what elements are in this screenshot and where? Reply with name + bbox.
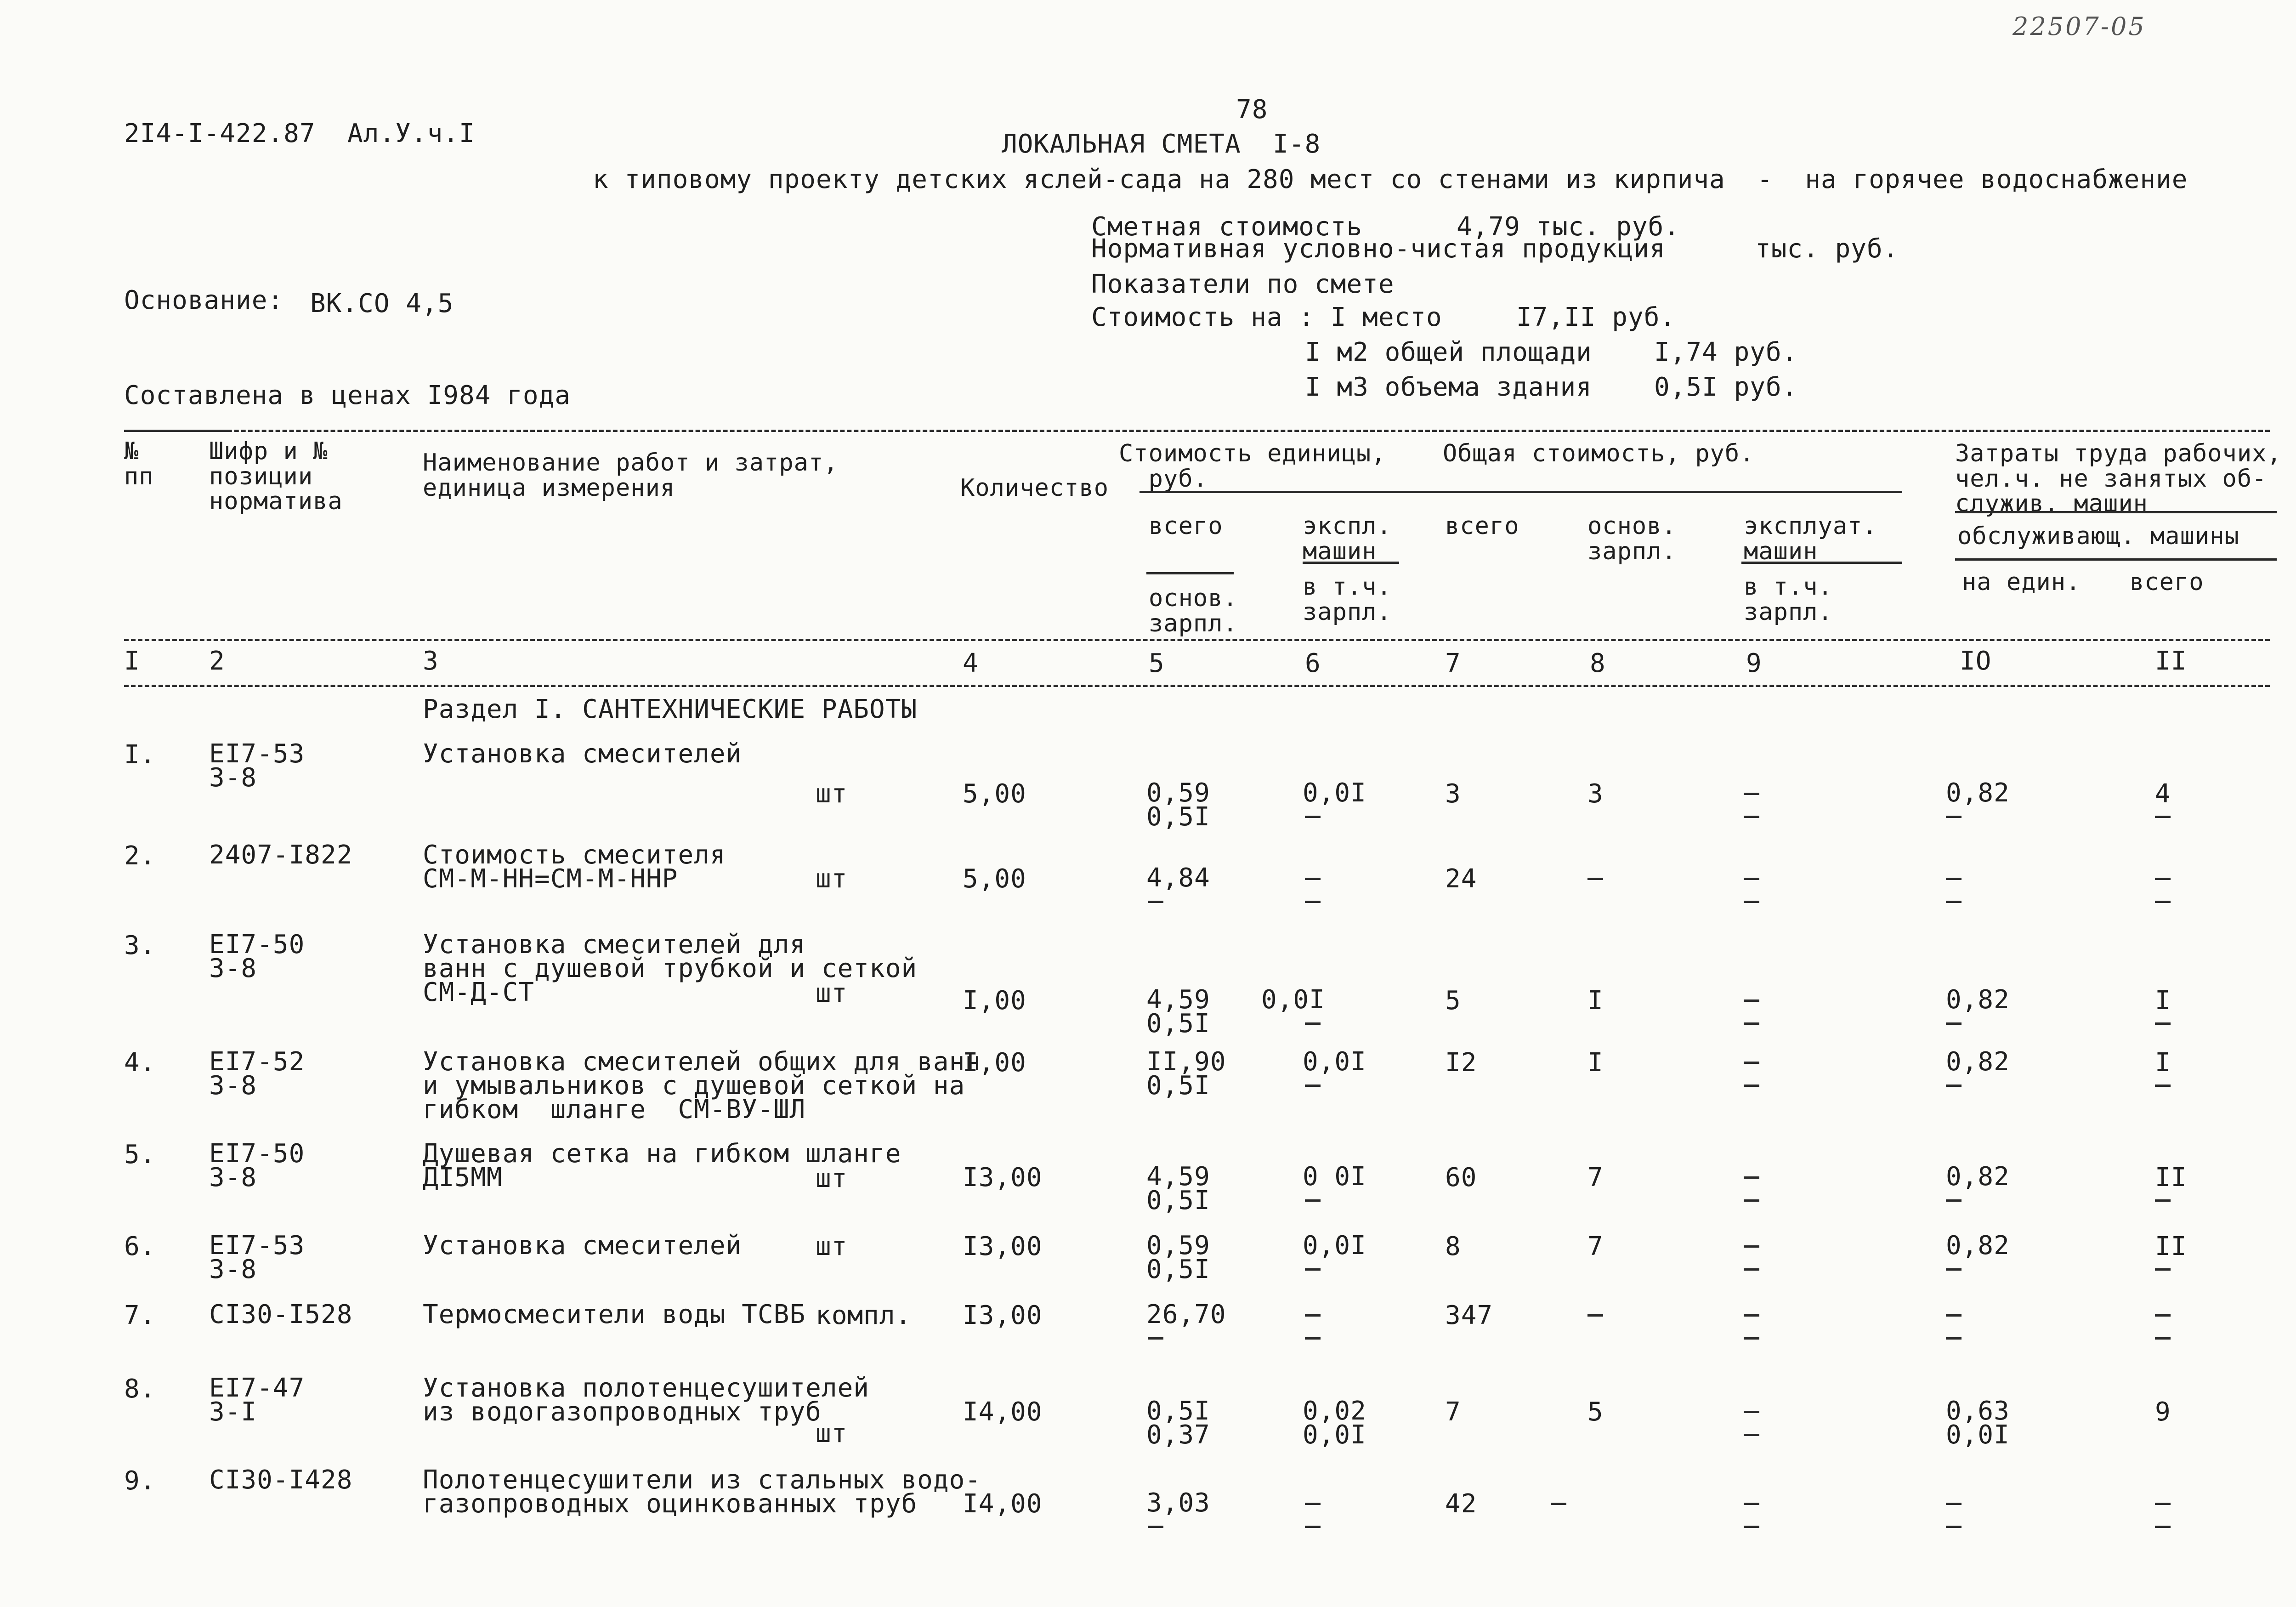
indicators-label: Показатели по смете	[1091, 269, 1395, 299]
row-code: 2407-I822	[209, 840, 353, 870]
row-labor-unit-dash	[1946, 1503, 1962, 1505]
row-quantity: 5,00	[963, 864, 1026, 894]
row-name: Термосмесители воды ТСВБ	[423, 1300, 806, 1329]
document-title: ЛОКАЛЬНАЯ СМЕТА I-8	[1002, 129, 1321, 159]
row-machine-cost: 0,0I	[1303, 778, 1366, 808]
row-code: EI7-53 3-8	[209, 1231, 305, 1284]
cost-per-place-label: Стоимость на : I место	[1091, 302, 1442, 332]
header-tc-wage: основ. зарпл.	[1587, 512, 1677, 565]
column-numbers-rule	[124, 685, 2270, 687]
cost-per-place-value: I7,II руб.	[1516, 302, 1676, 332]
row-labor-unit-sub-dash	[1946, 901, 1962, 903]
header-labor-rule	[1955, 511, 2277, 513]
row-machine-wage-dash	[1305, 901, 1321, 903]
row-total-machines-wage-dash	[1744, 1337, 1759, 1340]
row-unit-cost: II,90 0,5I	[1146, 1047, 1226, 1101]
col-num-6: 6	[1305, 648, 1321, 678]
row-quantity: I4,00	[963, 1489, 1043, 1519]
row-labor-total-dash	[2155, 1314, 2171, 1317]
row-total-machines-wage-dash	[1744, 1434, 1759, 1436]
normative-unit: тыс. руб.	[1755, 234, 1899, 264]
col-num-4: 4	[963, 648, 979, 678]
row-total-machines-wage-dash	[1744, 1022, 1759, 1025]
header-tc-machines-rule	[1741, 562, 1902, 564]
row-unit-cost: 4,84	[1146, 863, 1210, 893]
row-code: EI7-50 3-8	[209, 1139, 305, 1192]
row-number: 5.	[124, 1140, 156, 1170]
cost-per-volume-label: I м3 объема здания	[1305, 372, 1592, 402]
row-machine-cost: 0,0I	[1303, 1047, 1366, 1077]
row-machine-wage-dash	[1305, 1022, 1321, 1025]
row-unit-cost: 26,70	[1146, 1300, 1226, 1329]
header-num: № пп	[124, 437, 154, 490]
header-bottom-rule	[124, 639, 2270, 641]
row-quantity: I3,00	[963, 1232, 1043, 1261]
row-total-cost: 3	[1445, 779, 1461, 809]
row-labor-total-dash	[2155, 878, 2171, 880]
header-uc-wage: основ. зарпл.	[1149, 585, 1238, 637]
row-quantity: I,00	[963, 986, 1026, 1016]
row-number: 2.	[124, 841, 156, 871]
row-total-wage: I	[1587, 986, 1604, 1016]
row-total-cost: 8	[1445, 1232, 1461, 1261]
header-total-cost: Общая стоимость, руб.	[1443, 440, 1755, 467]
header-uc-machines-rule	[1303, 562, 1399, 564]
col-num-2: 2	[209, 646, 225, 676]
row-machine-wage-dash	[1305, 1526, 1321, 1528]
col-num-11: II	[2155, 646, 2187, 676]
header-uc-machines: экспл. машин	[1303, 512, 1392, 565]
normative-label: Нормативная условно-чистая продукция	[1091, 234, 1666, 264]
row-total-machines-dash	[1744, 1176, 1759, 1179]
row-machine-cost: 0,0I	[1261, 985, 1325, 1015]
row-number: 6.	[124, 1232, 156, 1261]
row-labor-unit: 0,82	[1946, 778, 2010, 808]
row-labor-total: I	[2155, 1048, 2171, 1078]
row-total-wage-dash	[1587, 1314, 1603, 1317]
header-quantity: Количество	[960, 474, 1109, 502]
header-labor-unit: на един.	[1962, 568, 2081, 596]
row-labor-total-sub-dash	[2155, 1337, 2171, 1340]
cost-per-area-value: I,74 руб.	[1654, 337, 1798, 367]
row-name: Полотенцесушители из стальных водо- газопроводных оцинкованных труб	[423, 1465, 981, 1519]
col-num-7: 7	[1445, 648, 1461, 678]
row-unit-cost: 3,03	[1146, 1488, 1210, 1518]
row-labor-total-sub-dash	[2155, 816, 2171, 818]
row-unit-wage-dash	[1148, 1526, 1163, 1528]
row-number: 3.	[124, 931, 156, 960]
row-labor-total: 4	[2155, 779, 2171, 809]
row-name: Установка смесителей	[423, 739, 742, 769]
header-tc-mach-wage: в т.ч. зарпл.	[1744, 573, 1833, 626]
row-labor-total-sub-dash	[2155, 1085, 2171, 1087]
row-name: Установка смесителей общих для ванн и умывальников с душевой сеткой на гибком шланге СМ-ВУ-ШЛ	[423, 1047, 981, 1124]
row-labor-unit-sub-dash	[1946, 1085, 1962, 1087]
row-quantity: 5,00	[963, 779, 1026, 809]
document-subtitle: к типовому проекту детских яслей-сада на 280 мест со стенами из кирпича - на горячее водоснабжение	[593, 165, 2188, 194]
row-unit: компл.	[816, 1300, 912, 1330]
row-total-machines-wage-dash	[1744, 901, 1759, 903]
page-number: 78	[1236, 95, 1268, 125]
prices-note: Составлена в ценах I984 года	[124, 380, 571, 410]
row-labor-total-sub-dash	[2155, 901, 2171, 903]
col-num-5: 5	[1149, 648, 1165, 678]
row-name: Установка смесителей	[423, 1231, 742, 1261]
row-name: Установка смесителей для ванн с душевой трубкой и сеткой СМ-Д-СТ	[423, 930, 918, 1007]
row-code: EI7-50 3-8	[209, 930, 305, 983]
row-total-machines-wage-dash	[1744, 1199, 1759, 1202]
header-labor-total: всего	[2130, 568, 2204, 596]
header-uc-total-rule	[1146, 572, 1234, 574]
row-code: CI30-I528	[209, 1300, 353, 1329]
row-unit: шт	[816, 978, 848, 1008]
row-labor-total: I	[2155, 986, 2171, 1016]
col-num-10: IO	[1960, 646, 1992, 676]
row-number: 8.	[124, 1374, 156, 1404]
header-code: Шифр и № позиции норматива	[209, 437, 343, 516]
row-total-machines-wage-dash	[1744, 1085, 1759, 1087]
row-labor-total-sub-dash	[2155, 1199, 2171, 1202]
handwritten-archive-number: 22507-05	[2013, 12, 2146, 41]
col-num-8: 8	[1590, 648, 1606, 678]
row-labor-total-sub-dash	[2155, 1526, 2171, 1528]
row-unit: шт	[816, 864, 848, 894]
row-machine-cost-dash	[1305, 1314, 1321, 1317]
row-total-machines-dash	[1744, 1503, 1759, 1505]
row-total-wage: I	[1587, 1048, 1604, 1078]
row-labor-unit: 0,82	[1946, 1231, 2010, 1261]
row-total-cost: 60	[1445, 1163, 1477, 1192]
row-code: EI7-52 3-8	[209, 1047, 305, 1101]
header-unit-cost: Стоимость единицы, руб.	[1119, 440, 1386, 493]
project-code: 2I4-I-422.87 Ал.У.ч.I	[124, 119, 475, 148]
cost-per-area-label: I м2 общей площади	[1305, 337, 1592, 367]
row-total-machines-dash	[1744, 1245, 1759, 1248]
row-unit-cost: 0,59 0,5I	[1146, 778, 1210, 832]
row-unit: шт	[816, 1232, 848, 1261]
row-total-wage: 5	[1587, 1397, 1604, 1427]
row-labor-unit: 0,82	[1946, 1162, 2010, 1192]
header-tc-machines: эксплуат. машин	[1744, 512, 1877, 565]
row-labor-unit-dash	[1946, 1314, 1962, 1317]
row-labor-unit-sub-dash	[1946, 1022, 1962, 1025]
row-number: 7.	[124, 1300, 156, 1330]
row-labor-unit-sub-dash	[1946, 816, 1962, 818]
row-quantity: I3,00	[963, 1163, 1043, 1192]
row-code: EI7-53 3-8	[209, 739, 305, 793]
header-tc-total: всего	[1445, 512, 1519, 540]
row-total-cost: 5	[1445, 986, 1461, 1016]
row-machine-wage-dash	[1305, 1085, 1321, 1087]
row-unit-wage-dash	[1148, 1337, 1163, 1340]
row-number: 9.	[124, 1466, 156, 1496]
row-quantity: I3,00	[963, 1300, 1043, 1330]
row-labor-unit: 0,82	[1946, 985, 2010, 1015]
row-total-wage-dash	[1587, 878, 1603, 880]
row-labor-total-sub-dash	[2155, 1022, 2171, 1025]
row-labor-total: 9	[2155, 1397, 2171, 1427]
table-top-rule-solid	[124, 430, 230, 432]
row-total-machines-dash	[1744, 1411, 1759, 1413]
estimated-cost-value: 4,79 тыс. руб.	[1457, 212, 1680, 242]
row-unit-cost: 0,5I 0,37	[1146, 1396, 1210, 1450]
row-name: Стоимость смесителя СМ-М-НН=СМ-М-ННР	[423, 840, 726, 894]
row-total-machines-dash	[1744, 999, 1759, 1002]
row-total-machines-wage-dash	[1744, 1268, 1759, 1271]
section-title: Раздел I. САНТЕХНИЧЕСКИЕ РАБОТЫ	[423, 694, 918, 724]
row-total-machines-wage-dash	[1744, 816, 1759, 818]
row-total-machines-dash	[1744, 878, 1759, 880]
row-total-machines-dash	[1744, 793, 1759, 795]
row-machine-wage-dash	[1305, 816, 1321, 818]
row-labor-total: II	[2155, 1163, 2187, 1192]
row-quantity: I,00	[963, 1048, 1026, 1078]
row-number: 4.	[124, 1048, 156, 1078]
row-quantity: I4,00	[963, 1397, 1043, 1427]
row-machine-cost-dash	[1305, 878, 1321, 880]
row-labor-unit-sub-dash	[1946, 1337, 1962, 1340]
table-top-rule	[124, 430, 2270, 432]
row-labor-unit: 0,63 0,0I	[1946, 1396, 2010, 1450]
row-labor-total: II	[2155, 1232, 2187, 1261]
header-uc-total: всего	[1149, 512, 1223, 540]
row-labor-unit-dash	[1946, 878, 1962, 880]
row-code: EI7-47 3-I	[209, 1373, 305, 1427]
row-total-wage-dash	[1551, 1503, 1566, 1505]
row-unit-cost: 4,59 0,5I	[1146, 985, 1210, 1039]
row-machine-cost: 0 0I	[1303, 1162, 1366, 1192]
row-total-machines-wage-dash	[1744, 1526, 1759, 1528]
row-labor-unit-sub-dash	[1946, 1268, 1962, 1271]
col-num-3: 3	[423, 646, 439, 676]
row-total-wage: 3	[1587, 779, 1604, 809]
row-unit: шт	[816, 1419, 848, 1448]
row-total-wage: 7	[1587, 1163, 1604, 1192]
row-unit: шт	[816, 779, 848, 809]
row-machine-wage-dash	[1305, 1199, 1321, 1202]
row-total-cost: 24	[1445, 864, 1477, 894]
row-machine-wage-dash	[1305, 1337, 1321, 1340]
row-name: Установка полотенцесушителей из водогазопроводных труб	[423, 1373, 870, 1427]
col-num-9: 9	[1746, 648, 1762, 678]
row-machine-cost: 0,02 0,0I	[1303, 1396, 1366, 1450]
row-name: Душевая сетка на гибком шланге ДI5ММ	[423, 1139, 901, 1192]
row-total-wage: 7	[1587, 1232, 1604, 1261]
basis-label: Основание:	[124, 285, 284, 315]
row-unit-cost: 4,59 0,5I	[1146, 1162, 1210, 1215]
header-labor-sub: обслуживающ. машины	[1957, 522, 2239, 550]
cost-per-volume-value: 0,5I руб.	[1654, 372, 1798, 402]
basis-value: ВК.СО 4,5	[310, 289, 454, 318]
row-number: I.	[124, 740, 156, 770]
row-labor-unit-sub-dash	[1946, 1526, 1962, 1528]
header-cost-rule	[1139, 491, 1902, 493]
row-total-cost: 7	[1445, 1397, 1461, 1427]
row-labor-unit-sub-dash	[1946, 1199, 1962, 1202]
header-name: Наименование работ и затрат, единица измерения	[423, 449, 839, 502]
estimated-cost-label: Сметная стоимость	[1091, 212, 1363, 242]
row-machine-wage-dash	[1305, 1268, 1321, 1271]
row-unit-cost: 0,59 0,5I	[1146, 1231, 1210, 1284]
row-labor-unit: 0,82	[1946, 1047, 2010, 1077]
header-labor-sub-rule	[1955, 558, 2277, 561]
row-unit: шт	[816, 1164, 848, 1193]
row-total-cost: 347	[1445, 1300, 1493, 1330]
row-machine-cost-dash	[1305, 1503, 1321, 1505]
row-total-cost: I2	[1445, 1048, 1477, 1078]
row-total-machines-dash	[1744, 1314, 1759, 1317]
row-machine-cost: 0,0I	[1303, 1231, 1366, 1261]
row-labor-total-sub-dash	[2155, 1268, 2171, 1271]
header-labor: Затраты труда рабочих, чел.ч. не занятых об- служив. машин	[1955, 440, 2282, 518]
row-labor-total-dash	[2155, 1503, 2171, 1505]
col-num-1: I	[124, 646, 140, 676]
row-total-cost: 42	[1445, 1489, 1477, 1519]
row-code: CI30-I428	[209, 1465, 353, 1495]
header-uc-mach-wage: в т.ч. зарпл.	[1303, 573, 1392, 626]
row-total-machines-dash	[1744, 1062, 1759, 1064]
row-unit-wage-dash	[1148, 901, 1163, 903]
